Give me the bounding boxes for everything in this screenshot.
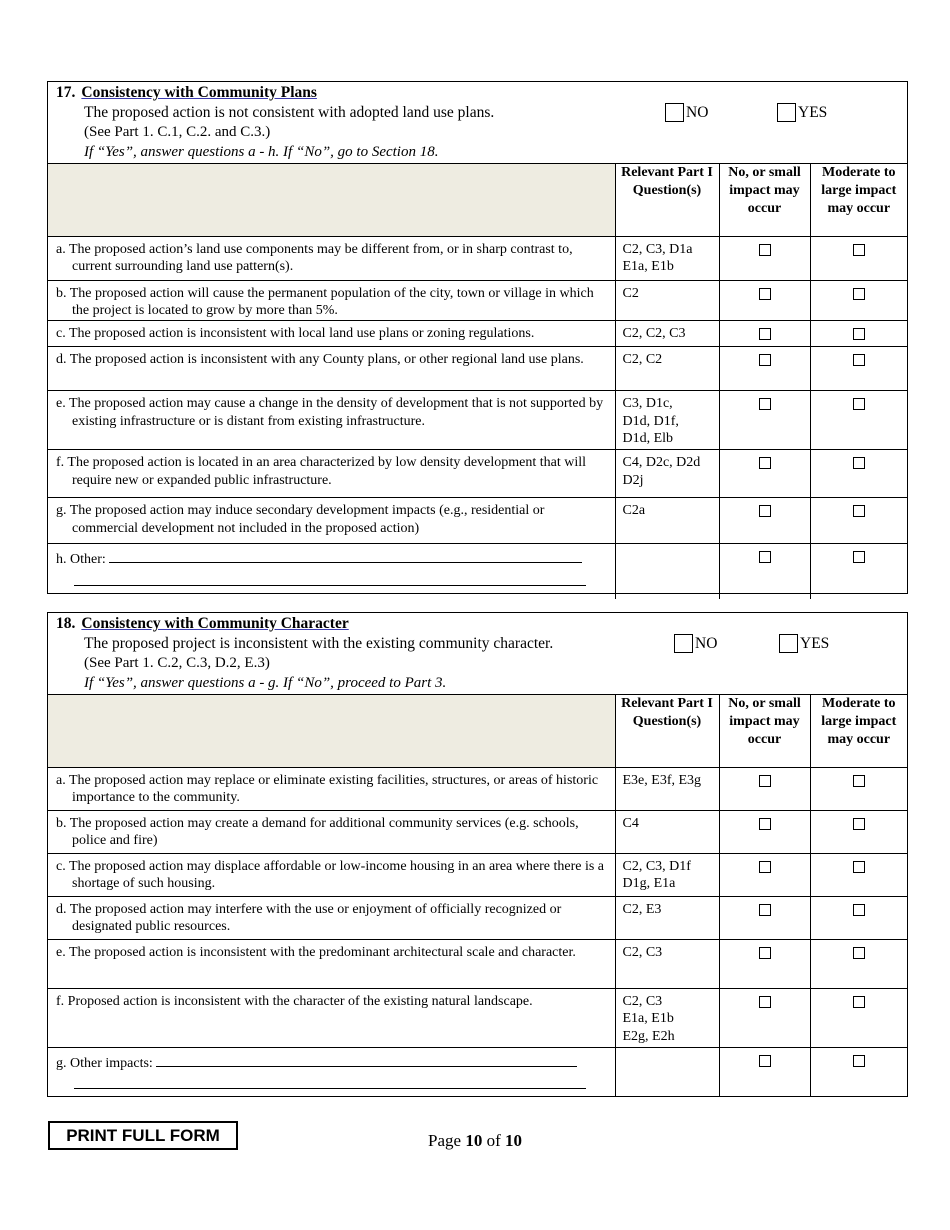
- section-question: The proposed action is not consistent with adopted land use plans.: [84, 104, 495, 121]
- small-impact-checkbox[interactable]: [759, 1055, 771, 1067]
- relevant-question-ref: E3e, E3f, E3g: [622, 772, 702, 788]
- no-label: NO: [686, 103, 709, 121]
- table-row-other: [48, 1047, 907, 1097]
- moderate-impact-checkbox[interactable]: [853, 354, 865, 366]
- moderate-impact-checkbox[interactable]: [853, 904, 865, 916]
- table-row: [48, 810, 907, 853]
- other-input-line[interactable]: [74, 1072, 586, 1089]
- col-small-impact-header: No, or small impact may occur: [719, 695, 810, 767]
- relevant-question-ref: E1a, E1b: [622, 1011, 674, 1026]
- relevant-question-ref: C2, C3, D1a: [622, 241, 693, 257]
- moderate-impact-checkbox[interactable]: [853, 244, 865, 256]
- relevant-question-ref: C3, D1c,: [622, 396, 673, 411]
- impact-question-text: c. The proposed action is inconsistent with local land use plans or zoning regulations.: [56, 325, 535, 341]
- impact-question-text: d. The proposed action may interfere with the use or enjoyment of officially recognized or designated public resources.: [56, 901, 562, 934]
- impact-question-text: d. The proposed action is inconsistent with any County plans, or other regional land use plans.: [56, 352, 584, 367]
- moderate-impact-checkbox[interactable]: [853, 328, 865, 340]
- other-label: g. Other impacts:: [56, 1055, 153, 1071]
- small-impact-checkbox[interactable]: [759, 904, 771, 916]
- moderate-impact-checkbox[interactable]: [853, 947, 865, 959]
- relevant-question-ref: [615, 544, 719, 599]
- small-impact-checkbox[interactable]: [759, 775, 771, 787]
- small-impact-checkbox[interactable]: [759, 328, 771, 340]
- col-small-impact-header: No, or small impact may occur: [719, 164, 810, 236]
- relevant-question-ref: C2, C2, C3: [622, 325, 686, 341]
- table-row: [48, 347, 907, 391]
- small-impact-checkbox[interactable]: [759, 996, 771, 1008]
- table-row: [48, 853, 907, 896]
- header-spacer: [48, 164, 615, 236]
- impact-question-text: g. The proposed action may induce secondary development impacts (e.g., residential or commercial development not included in the proposed action): [56, 503, 545, 536]
- table-row: [48, 896, 907, 939]
- relevant-question-ref: C4: [622, 815, 639, 831]
- moderate-impact-checkbox[interactable]: [853, 398, 865, 410]
- section-title: Consistency with Community Plans: [81, 84, 317, 101]
- page-current: 10: [465, 1131, 483, 1150]
- yes-label: YES: [800, 634, 830, 652]
- section-instruction: If “Yes”, answer questions a - h. If “No”, go to Section 18.: [84, 144, 439, 160]
- moderate-impact-checkbox[interactable]: [853, 551, 865, 563]
- impact-table-17: [48, 164, 907, 599]
- header-spacer: [48, 695, 615, 767]
- impact-question-text: c. The proposed action may displace affordable or low-income housing in an area where there is a shortage of such housing.: [56, 858, 605, 891]
- table-row: [48, 236, 907, 280]
- relevant-question-ref: D1g, E1a: [622, 876, 676, 891]
- table-row: [48, 391, 907, 450]
- relevant-question-ref: C2, C3: [622, 993, 663, 1009]
- moderate-impact-checkbox[interactable]: [853, 861, 865, 873]
- table-row: [48, 767, 907, 810]
- impact-table-18: [48, 695, 907, 1097]
- section-18-header: [48, 613, 907, 695]
- impact-question-text: a. The proposed action’s land use components may be different from, or in sharp contrast to, current surrounding land use pattern(s).: [56, 241, 573, 274]
- moderate-impact-checkbox[interactable]: [853, 457, 865, 469]
- relevant-question-ref: C2, C3, D1f: [622, 858, 691, 874]
- impact-question-text: b. The proposed action will cause the permanent population of the city, town or village in which the project is located to grow by more than 5%.: [56, 285, 594, 318]
- other-label: h. Other:: [56, 552, 106, 567]
- impact-question-text: b. The proposed action may create a demand for additional community services (e.g. schools, police and fire): [56, 815, 579, 848]
- table-row: [48, 988, 907, 1047]
- moderate-impact-checkbox[interactable]: [853, 1055, 865, 1067]
- impact-question-text: a. The proposed action may replace or eliminate existing facilities, structures, or areas of historic importance to the community.: [56, 772, 599, 805]
- small-impact-checkbox[interactable]: [759, 505, 771, 517]
- other-input-line[interactable]: [156, 1052, 577, 1067]
- print-full-form-button[interactable]: PRINT FULL FORM: [48, 1121, 238, 1150]
- small-impact-checkbox[interactable]: [759, 354, 771, 366]
- moderate-impact-checkbox[interactable]: [853, 996, 865, 1008]
- col-moderate-impact-header: Moderate to large impact may occur: [810, 695, 907, 767]
- impact-question-text: e. The proposed action may cause a change in the density of development that is not supported by existing infrastructure or is distant from existing infrastructure.: [56, 396, 604, 429]
- small-impact-checkbox[interactable]: [759, 457, 771, 469]
- relevant-question-ref: D1d, D1f,: [622, 413, 679, 429]
- no-label: NO: [695, 634, 718, 652]
- page-total: 10: [504, 1131, 522, 1150]
- yes-checkbox[interactable]: [779, 634, 798, 653]
- yes-label: YES: [798, 103, 828, 121]
- small-impact-checkbox[interactable]: [759, 398, 771, 410]
- relevant-question-ref: C4, D2c, D2d: [622, 455, 701, 470]
- other-input-line[interactable]: [109, 548, 582, 563]
- small-impact-checkbox[interactable]: [759, 551, 771, 563]
- yes-option: [777, 103, 827, 122]
- section-18: [47, 612, 908, 1097]
- section-instruction: If “Yes”, answer questions a - g. If “No”, proceed to Part 3.: [84, 675, 447, 691]
- table-row: [48, 498, 907, 544]
- of-word: of: [486, 1131, 501, 1150]
- relevant-question-ref: C2, C3: [622, 944, 663, 960]
- yes-checkbox[interactable]: [777, 103, 796, 122]
- no-option: [674, 634, 717, 653]
- small-impact-checkbox[interactable]: [759, 947, 771, 959]
- table-row: [48, 280, 907, 320]
- small-impact-checkbox[interactable]: [759, 818, 771, 830]
- no-option: [665, 103, 708, 122]
- table-row: [48, 939, 907, 988]
- section-reference: (See Part 1. C.1, C.2. and C.3.): [84, 124, 271, 140]
- impact-question-text: f. The proposed action is located in an area characterized by low density development that will require new or expanded public infrastructure.: [56, 455, 586, 488]
- col-moderate-impact-header: Moderate to large impact may occur: [810, 164, 907, 236]
- relevant-question-ref: D1d, Elb: [622, 431, 674, 446]
- section-number: 18.: [56, 615, 76, 632]
- moderate-impact-checkbox[interactable]: [853, 818, 865, 830]
- section-question: The proposed project is inconsistent with the existing community character.: [84, 635, 554, 652]
- relevant-question-ref: E1a, E1b: [622, 259, 674, 274]
- no-checkbox[interactable]: [665, 103, 684, 122]
- table-row-other: [48, 544, 907, 599]
- other-input-line[interactable]: [74, 569, 586, 586]
- relevant-question-ref: C2, E3: [622, 901, 662, 917]
- col-relevant-header: Relevant Part I Question(s): [615, 695, 719, 767]
- page-number: [0, 1131, 950, 1151]
- small-impact-checkbox[interactable]: [759, 861, 771, 873]
- section-reference: (See Part 1. C.2, C.3, D.2, E.3): [84, 655, 270, 671]
- section-17-header: [48, 82, 907, 164]
- relevant-question-ref: C2: [622, 285, 639, 301]
- moderate-impact-checkbox[interactable]: [853, 505, 865, 517]
- relevant-question-ref: E2g, E2h: [622, 1028, 675, 1044]
- relevant-question-ref: C2, C2: [622, 352, 663, 367]
- section-title: Consistency with Community Character: [81, 615, 349, 632]
- relevant-question-ref: D2j: [622, 472, 644, 488]
- col-relevant-header: Relevant Part I Question(s): [615, 164, 719, 236]
- relevant-question-ref: [615, 1047, 719, 1097]
- yes-option: [779, 634, 829, 653]
- impact-question-text: f. Proposed action is inconsistent with the character of the existing natural landscape.: [56, 993, 533, 1009]
- section-number: 17.: [56, 84, 76, 101]
- impact-question-text: e. The proposed action is inconsistent with the predominant architectural scale and character.: [56, 944, 576, 960]
- moderate-impact-checkbox[interactable]: [853, 288, 865, 300]
- relevant-question-ref: C2a: [622, 503, 646, 518]
- small-impact-checkbox[interactable]: [759, 288, 771, 300]
- no-checkbox[interactable]: [674, 634, 693, 653]
- page-word: Page: [428, 1131, 462, 1150]
- table-row: [48, 320, 907, 347]
- table-row: [48, 450, 907, 498]
- section-17: [47, 81, 908, 594]
- small-impact-checkbox[interactable]: [759, 244, 771, 256]
- moderate-impact-checkbox[interactable]: [853, 775, 865, 787]
